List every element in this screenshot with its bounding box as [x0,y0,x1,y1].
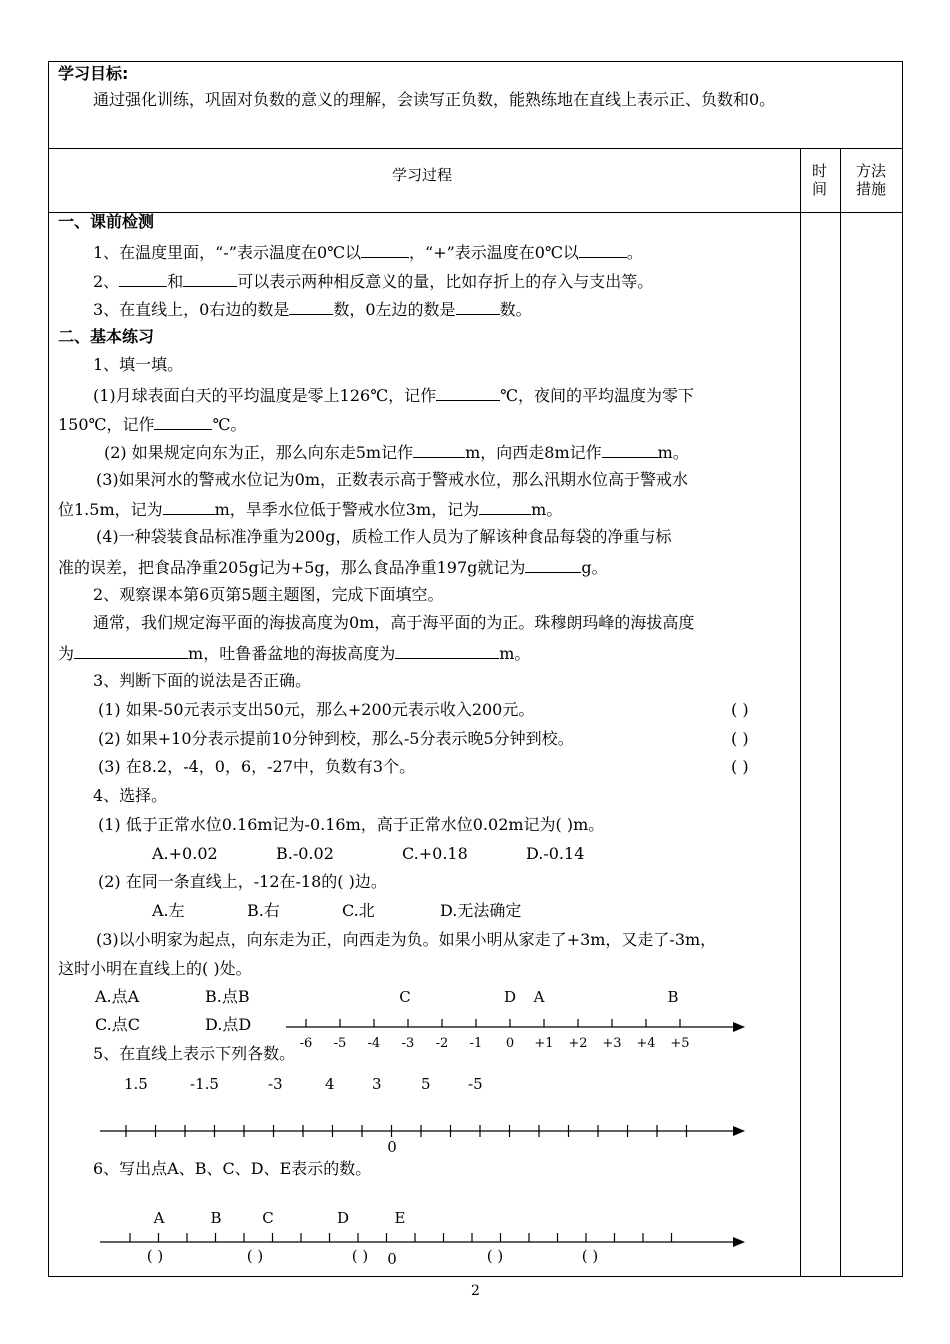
choice-2-question: (2) 在同一条直线上，-12在-18的( )边。 [98,872,387,891]
choice-3-option-d[interactable]: D.点D [205,1015,252,1034]
tick-label: 0 [505,1036,515,1051]
header-time-1: 时 [812,162,828,180]
point-label-c: C [399,988,411,1006]
choice-1-option-a[interactable]: A.+0.02 [152,844,218,863]
q6-point-b: B [210,1209,222,1227]
choice-2-option-b[interactable]: B.右 [247,901,280,920]
q5-number: 5 [421,1075,431,1093]
q6-point-d: D [336,1209,350,1227]
observe-line-2: 为 m，吐鲁番盆地的海拔高度为 m。 [58,644,531,663]
goal-text: 通过强化训练，巩固对负数的意义的理解，会读写正负数，能熟练地在直线上表示正、负数和0。 [93,90,776,109]
choice-3-line-2: 这时小明在直线上的( )处。 [58,959,252,978]
tick-label: +4 [636,1036,656,1051]
q5-zero-label: 0 [387,1138,397,1156]
q6-point-a: A [153,1209,165,1227]
section2-heading: 二、基本练习 [58,327,155,346]
choice-1-question: (1) 低于正常水位0.16m记为-0.16m，高于正常水位0.02m记为( )m。 [98,815,605,834]
judge-paren-1[interactable]: ( ) [731,700,749,719]
q5-number: -5 [468,1075,483,1093]
point-label-d: D [503,988,517,1006]
point-label-a: A [533,988,545,1006]
arrow-icon [733,1237,745,1247]
q6-answer-paren[interactable]: ( ) [246,1247,264,1265]
fill-4-line-1: (4)一种袋装食品标准净重为200g，质检工作人员为了解该种食品每袋的净重与标 [96,527,672,546]
fill-3-line-2: 位1.5m，记为 m，旱季水位低于警戒水位3m，记为 m。 [58,500,563,519]
header-method-1: 方法 [856,162,887,180]
q5-number: 3 [372,1075,382,1093]
tick-label: -3 [401,1036,415,1051]
fill-2: (2) 如果规定向东为正，那么向东走5m记作 m，向西走8m记作 m。 [104,443,689,462]
q6-number-line [100,1209,745,1268]
q6-answer-paren[interactable]: ( ) [146,1247,164,1265]
section1-heading: 一、课前检测 [58,212,155,231]
q6-title: 6、写出点A、B、C、D、E表示的数。 [93,1159,372,1178]
s1-question-2: 2、 和 可以表示两种相反意义的量，比如存折上的存入与支出等。 [93,272,654,291]
header-method-2: 措施 [856,180,887,198]
fill-1-line-2: 150℃，记作 ℃。 [58,415,247,434]
choice-3-option-b[interactable]: B.点B [205,987,250,1006]
fill-title: 1、填一填。 [93,355,184,374]
arrow-icon [733,1022,745,1032]
observe-line-1: 通常，我们规定海平面的海拔高度为0m，高于海平面的为正。珠穆朗玛峰的海拔高度 [93,613,695,632]
observe-title: 2、观察课本第6页第5题主题图，完成下面填空。 [93,585,444,604]
judge-item-1: (1) 如果-50元表示支出50元，那么+200元表示收入200元。 [98,700,535,719]
tick-label: +5 [670,1036,690,1051]
tick-label: -2 [435,1036,449,1051]
q6-answer-paren[interactable]: ( ) [581,1247,599,1265]
q5-number-line [100,1075,745,1156]
q6-point-e: E [394,1209,406,1227]
choice-1-option-b[interactable]: B.-0.02 [276,844,334,863]
q6-answer-paren[interactable]: ( ) [486,1247,504,1265]
q5-number: -1.5 [190,1075,219,1093]
tick-label: +2 [568,1036,588,1051]
choice-2-option-d[interactable]: D.无法确定 [440,901,522,920]
s1-question-3: 3、在直线上，0右边的数是 数，0左边的数是 数。 [93,300,532,319]
tick-label: +3 [602,1036,622,1051]
choice-title: 4、选择。 [93,786,168,805]
q6-point-c: C [262,1209,274,1227]
tick-label: -5 [333,1036,347,1051]
choice-1-option-c[interactable]: C.+0.18 [402,844,468,863]
page-number: 2 [471,1283,480,1299]
judge-item-3: (3) 在8.2，-4，0，6，-27中，负数有3个。 [98,757,416,776]
fill-1-line-1: (1)月球表面白天的平均温度是零上126℃，记作 ℃，夜间的平均温度为零下 [93,386,695,405]
point-label-b: B [667,988,679,1006]
header-time-2: 间 [812,180,828,198]
tick-label: -4 [367,1036,381,1051]
tick-label: -1 [469,1036,483,1051]
q5-number: -3 [268,1075,283,1093]
s1-question-1: 1、在温度里面，“-”表示温度在0℃以 ，“+”表示温度在0℃以 。 [93,243,643,262]
q5-number: 4 [325,1075,335,1093]
goal-heading: 学习目标: [58,64,129,83]
tick-label: +1 [534,1036,554,1051]
choice-1-option-d[interactable]: D.-0.14 [526,844,585,863]
judge-title: 3、判断下面的说法是否正确。 [93,671,312,690]
q6-answer-paren[interactable]: ( ) [351,1247,369,1265]
judge-paren-2[interactable]: ( ) [731,729,749,748]
judge-paren-3[interactable]: ( ) [731,757,749,776]
q5-number: 1.5 [124,1075,148,1093]
choice-3-number-line [286,988,745,1051]
q5-title: 5、在直线上表示下列各数。 [93,1044,296,1063]
choice-3-option-a[interactable]: A.点A [95,987,140,1006]
fill-3-line-1: (3)如果河水的警戒水位记为0m，正数表示高于警戒水位，那么汛期水位高于警戒水 [96,470,689,489]
choice-2-option-a[interactable]: A.左 [152,901,185,920]
q6-zero-label: 0 [387,1250,397,1268]
tick-label: -6 [299,1036,313,1051]
choice-2-option-c[interactable]: C.北 [342,901,375,920]
choice-3-option-c[interactable]: C.点C [95,1015,141,1034]
judge-item-2: (2) 如果+10分表示提前10分钟到校，那么-5分表示晚5分钟到校。 [98,729,574,748]
arrow-icon [733,1126,745,1136]
fill-4-line-2: 准的误差，把食品净重205g记为+5g，那么食品净重197g就记为 g。 [58,558,608,577]
header-process: 学习过程 [392,166,453,184]
choice-3-line-1: (3)以小明家为起点，向东走为正，向西走为负。如果小明从家走了+3m，又走了-3m， [96,930,717,949]
